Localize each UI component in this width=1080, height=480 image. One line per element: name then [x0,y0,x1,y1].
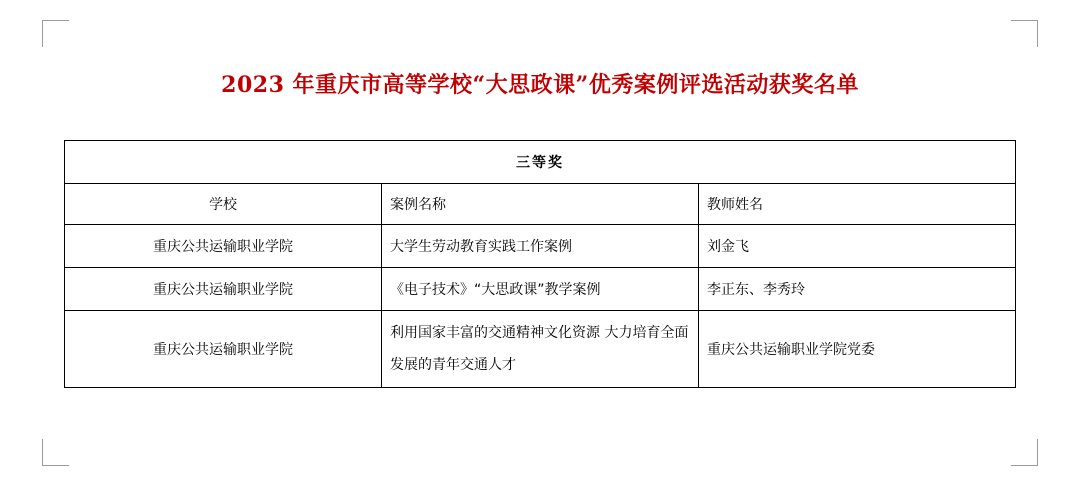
cell-teacher: 重庆公共运输职业学院党委 [699,311,1016,388]
award-table-container [64,140,1016,388]
cell-school: 重庆公共运输职业学院 [65,311,382,388]
crop-mark-bottom-left [42,439,69,466]
cell-case-name [382,311,699,388]
table-row [65,225,1016,268]
table-row [65,268,1016,311]
column-header-case-name: 案例名称 [382,184,699,225]
table-band-row [65,141,1016,184]
award-band-label: 三等奖 [65,141,1016,184]
crop-mark-top-left [42,20,69,47]
cell-case-name: 大学生劳动教育实践工作案例 [382,225,699,268]
cell-case-name-text: 利用国家丰富的交通精神文化资源 大力培育全面发展的青年交通人才 [390,325,689,373]
column-header-teacher: 教师姓名 [699,184,1016,225]
column-header-school: 学校 [65,184,382,225]
crop-mark-bottom-right [1011,439,1038,466]
cell-teacher: 李正东、李秀玲 [699,268,1016,311]
table-header-row [65,184,1016,225]
table-row [65,311,1016,388]
cell-school: 重庆公共运输职业学院 [65,268,382,311]
page-title: 2023 年重庆市高等学校“大思政课”优秀案例评选活动获奖名单 [221,72,859,98]
award-table [64,140,1016,388]
cell-case-name: 《电子技术》“大思政课”教学案例 [382,268,699,311]
cell-teacher: 刘金飞 [699,225,1016,268]
crop-mark-top-right [1011,20,1038,47]
cell-school: 重庆公共运输职业学院 [65,225,382,268]
